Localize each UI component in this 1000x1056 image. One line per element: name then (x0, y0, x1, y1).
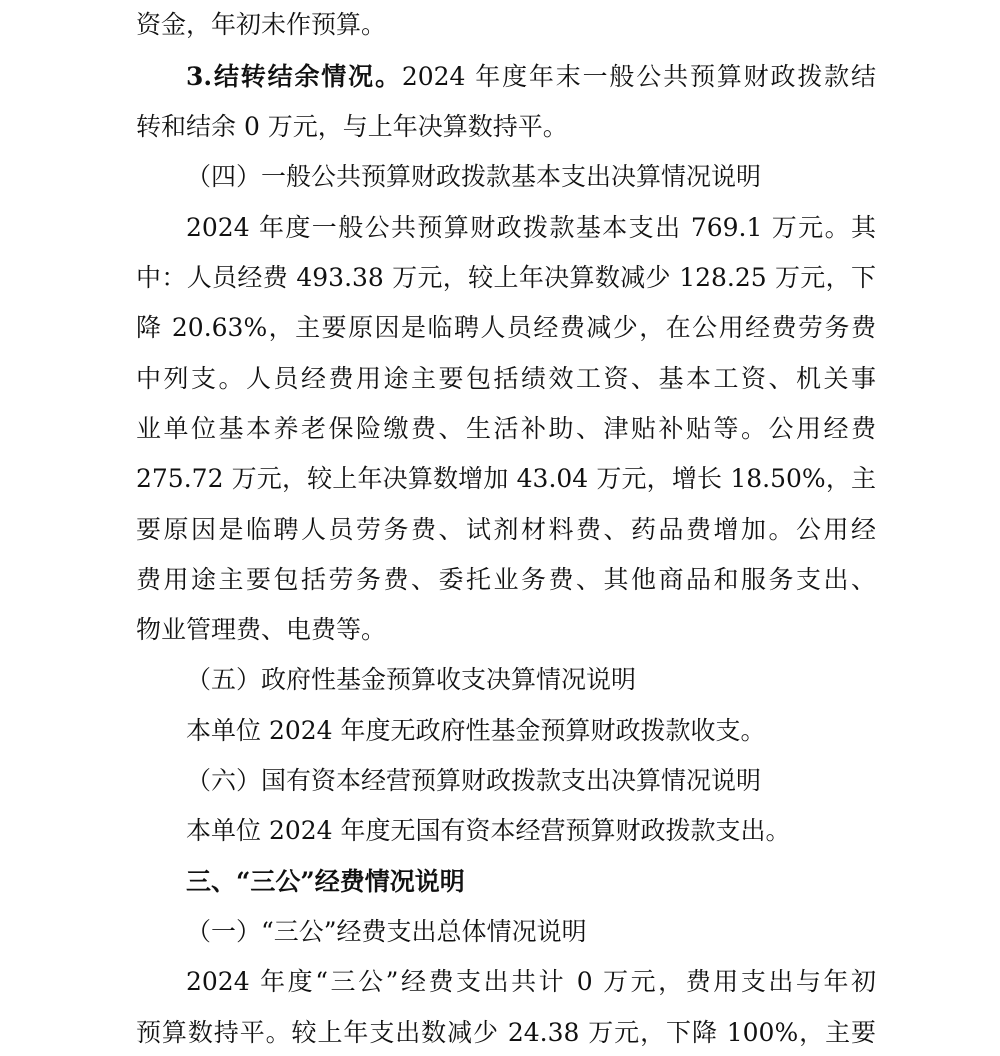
paragraph-line (186, 208, 876, 248)
chapter-heading (186, 862, 876, 902)
text-run: 中：人员经费 493.38 万元，较上年决算数减少 128.25 万元，下 (136, 263, 876, 292)
text-run: 本单位 2024 年度无国有资本经营预算财政拨款支出。 (186, 816, 791, 845)
text-run: 资金，年初未作预算。 (136, 10, 387, 39)
subsection-heading: 3.结转结余情况。 (186, 62, 402, 91)
heading-text: （五）政府性基金预算收支决算情况说明 (186, 665, 637, 694)
paragraph-line (186, 711, 876, 751)
paragraph-line (186, 811, 876, 851)
paragraph-line (136, 107, 876, 147)
text-run: 275.72 万元，较上年决算数增加 43.04 万元，增长 18.50%，主 (136, 464, 876, 493)
paragraph-line (136, 258, 876, 298)
section-heading (186, 761, 876, 801)
paragraph-line (136, 1013, 876, 1053)
section-heading (186, 157, 876, 197)
paragraph-line (186, 962, 876, 1002)
text-run: 要原因是临聘人员劳务费、试剂材料费、药品费增加。公用经 (136, 515, 876, 544)
paragraph-line (136, 5, 876, 45)
text-run: 2024 年度一般公共预算财政拨款基本支出 769.1 万元。其 (186, 213, 876, 242)
text-run: 转和结余 0 万元，与上年决算数持平。 (136, 112, 568, 141)
text-run: 预算数持平。较上年支出数减少 24.38 万元，下降 100%，主要 (136, 1018, 876, 1047)
text-run: 业单位基本养老保险缴费、生活补助、津贴补贴等。公用经费 (136, 414, 876, 443)
paragraph-line (136, 409, 876, 449)
heading-text: 三、“三公”经费情况说明 (186, 867, 465, 896)
text-run: 降 20.63%，主要原因是临聘人员经费减少，在公用经费劳务费 (136, 313, 876, 342)
section-heading (186, 912, 876, 952)
heading-text: （六）国有资本经营预算财政拨款支出决算情况说明 (186, 766, 762, 795)
text-run: 本单位 2024 年度无政府性基金预算财政拨款收支。 (186, 716, 766, 745)
text-run: 中列支。人员经费用途主要包括绩效工资、基本工资、机关事 (136, 364, 876, 393)
paragraph-line (136, 510, 876, 550)
text-run: 2024 年度“三公”经费支出共计 0 万元，费用支出与年初 (186, 967, 876, 996)
paragraph-line (136, 459, 876, 499)
text-run: 2024 年度年末一般公共预算财政拨款结 (401, 62, 876, 91)
section-heading (186, 660, 876, 700)
paragraph-line (136, 560, 876, 600)
heading-text: （四）一般公共预算财政拨款基本支出决算情况说明 (186, 162, 762, 191)
heading-text: （一）“三公”经费支出总体情况说明 (186, 917, 587, 946)
text-run: 费用途主要包括劳务费、委托业务费、其他商品和服务支出、 (136, 565, 876, 594)
paragraph-line (136, 359, 876, 399)
paragraph-line (186, 57, 876, 97)
paragraph-line (136, 308, 876, 348)
paragraph-line (136, 610, 876, 650)
text-run: 物业管理费、电费等。 (136, 615, 387, 644)
